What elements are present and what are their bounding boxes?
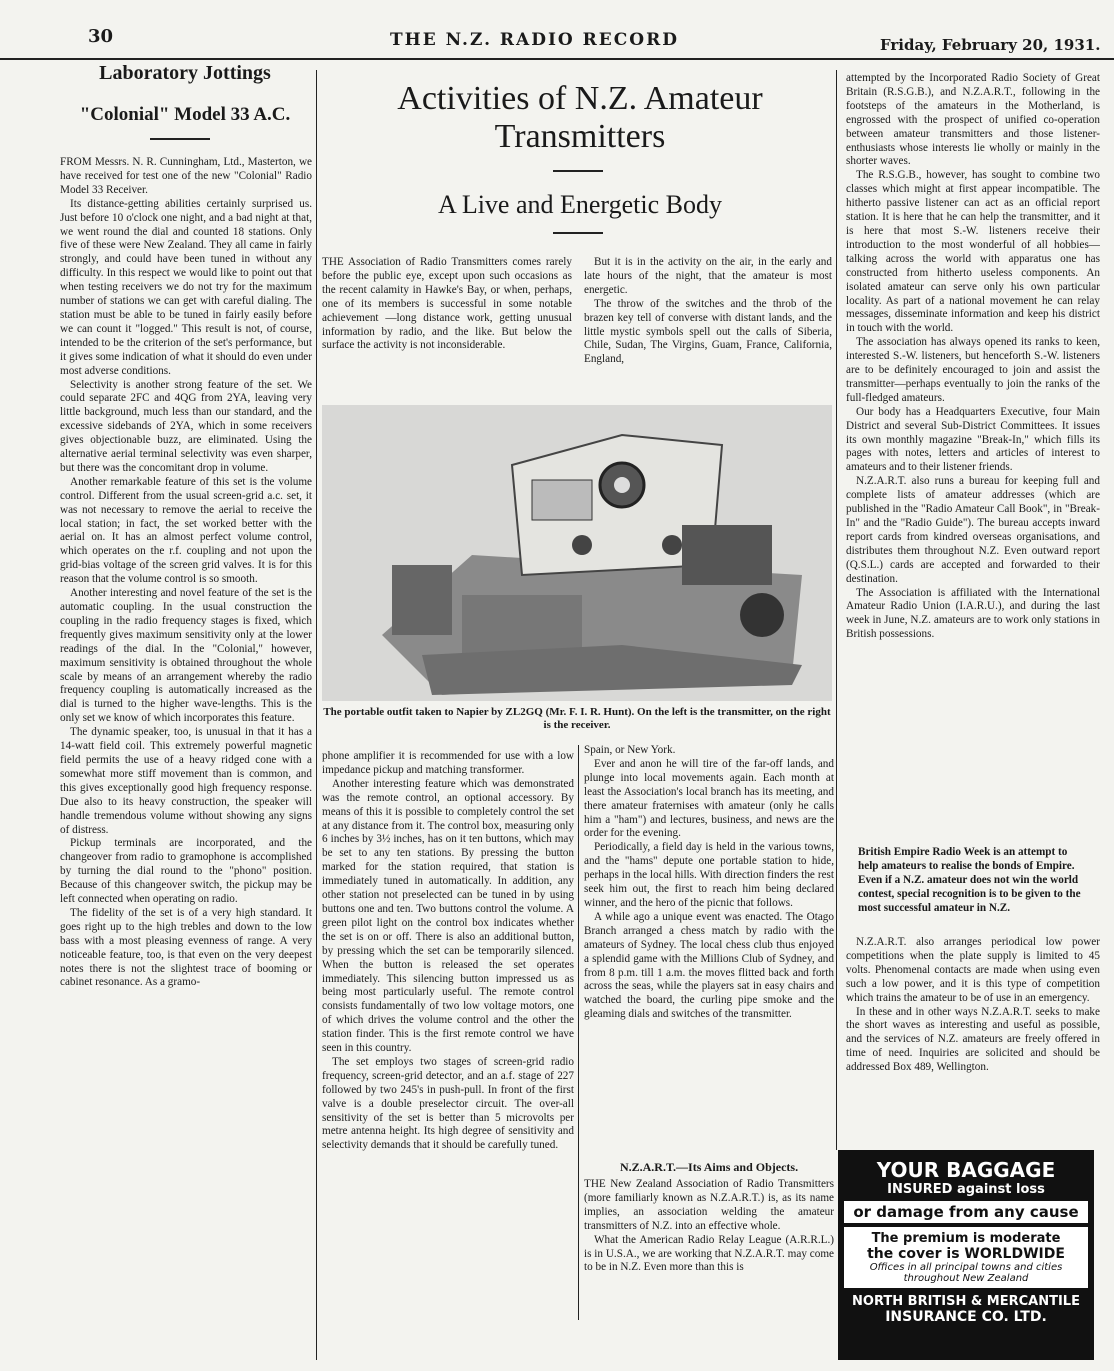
subhead: N.Z.A.R.T.—Its Aims and Objects. [619,1160,799,1174]
paragraph: The R.S.G.B., however, has sought to combine two classes which might at first appear incompatible. The hitherto passive listener can act as an official report station. It is here that he can help the transmitter, and it is here that most S.-W. listeners receive their introduction to the most wonderful of all hobbies—talking across the world with apparatus one has constructed from hitherto useless components. An isolated amateur can serve only his own particular locality. As part of a national movement he can relay messages, disseminate information and keep his district in touch with the world. [846,169,1100,335]
paragraph: Pickup terminals are incorporated, and the changeover from radio to gramophone is accomplished by turning the dial round to the "phono" position. Because of this changeover switch, the pickup may be left connected when operating on radio. [60,837,312,906]
page-number: 30 [88,26,114,47]
intro-right [584,256,832,396]
paragraph: Its distance-getting abilities certainly surprised us. Just before 10 o'clock one night, and a bad night at that, we went round the dial and counted 18 stations. Only five of these were New Zealand. They all came in fairly strongly, and could have been tuned in without any difficulty. In this respect we would like to point out that when testing receivers we do not try for the maximum number of stations we can get with careful dialing. The station must be able to be tuned in fairly easily before we can count it "logged." This result is not, of course, intended to be the criterion of the set's performance, but it gives some indication of what it should do even under most adverse conditions. [60,197,312,377]
advert-line: INSURANCE CO. LTD. [885,1309,1047,1325]
column-rule [578,745,579,1320]
subheadline: A Live and Energetic Body [437,190,722,219]
advert-line: The premium is moderate [871,1231,1061,1246]
insurance-advert [838,1150,1094,1360]
paragraph: The set employs two stages of screen-grid radio frequency, screen-grid detector, and an a.f. stage of 227 followed by two 245's in push-pull. In front of the first valve is a double preselector circuit. The over-all sensitivity of the set is better than 5 microvolts per metre antenna height. Its high degree of sensitivity and selectivity demands that it should be carefully tuned. [322,1055,574,1152]
headline: Activities of N.Z. Amateur Transmitters [397,80,763,155]
paragraph: attempted by the Incorporated Radio Society of Great Britain (R.S.G.B.), and N.Z.A.R.T., following in the footsteps of the amateurs in the Motherland, is engrossed with the prospect of unified co-operation between amateur transmitters and those listener-enthusiasts whose interests lie wholly or mainly in the shorter waves. [846,72,1100,168]
paragraph: The dynamic speaker, too, is unusual in that it has a 14-watt field coil. This extremely powerful magnetic field permits the use of a heavy ridged cone with a somewhat more stiff movement than is common, and this gives exceptionally good high frequency response. Due also to its heavy construction, the speaker will handle tremendous volume without showing any signs of distress. [60,726,312,836]
advert-line: YOUR BAGGAGE [876,1158,1056,1182]
advert-line: Offices in all principal towns and cities throughout New Zealand [869,1262,1063,1284]
paragraph: Another interesting feature which was demonstrated was the remote control, an optional accessory. By means of this it is possible to completely control the set at any distance from it. The control box, measuring only 6 inches by 3½ inches, has on it ten buttons, which may be set to any ten stations. By pressing the button marked for the station required, that station is immediately tuned in automatically. In addition, any other station not preselected can be tuned in by using buttons one and ten. Two buttons control the volume. A green pilot light on the control box indicates whether the set is on or off. There is also an additional button, by pressing which the set can be temporarily silenced. When the button is released the set operates immediately. This silencing button impressed us as being most particularly useful. The remote control consists fundamentally of two low voltage motors, one of which drives the volume control and the other the station finder. This is the first remote control we have seen in this country. [322,777,574,1055]
paragraph: What the American Radio Relay League (A.R.R.L.) is in U.S.A., we are working that N.Z.A.R.T. may come to be in N.Z. Even more than this is [584,1233,834,1274]
paragraph: Ever and anon he will tire of the far-off lands, and plunge into local movements again. Each month at least the Association's local branch has its meeting, and there amateur fraternises with amateur (only he calls him a "ham") and lectures, business, and news are the order for the evening. [584,757,834,840]
divider [553,232,603,234]
masthead: THE N.Z. RADIO RECORD [390,30,679,50]
advert-line: the cover is WORLDWIDE [867,1246,1065,1262]
column-rule [836,70,837,1150]
paragraph: Spain, or New York. [584,744,676,756]
advert-box [844,1227,1088,1288]
left-column-text [60,156,312,1316]
paragraph: Another remarkable feature of this set is the volume control. Different from the usual screen-grid a.c. set, it was not necessary to remove the aerial to receive the local station; in fact, the set worked better with the aerial on. It has an almost perfect volume control, which operates on the r.f. coupling and not upon the grid-bias voltage of the screen grid valves. It is for this reason that the volume control is so smooth. [60,475,312,586]
paragraph: THE Association of Radio Transmitters comes rarely before the public eye, except upon such occasions as the recent calamity in Hawke's Bay, or when, perhaps, one of its members is successful in some notable achievement —long distance work, getting unusual information by radio, and the like. But below the surface the activity is not inconsiderable. [322,256,572,352]
paragraph: The fidelity of the set is of a very high standard. It goes right up to the high trebles and down to the low bass with a most pleasing evenness of range. A very noticeable feature, too, is that even on the very deepest notes there is not the slightest trace of booming or cabinet resonance. As a gramo- [60,906,312,989]
paragraph: The association has always opened its ranks to keen, interested S.-W. listeners, but henceforth S.-W. listeners are to be definitely encouraged to join and assist the transmitter—perhaps eventually to join the ranks of the full-fledged amateurs. [846,336,1100,404]
paragraph: N.Z.A.R.T. also runs a bureau for keeping full and complete lists of amateur addresses (which are published in the "Radio Amateur Call Book", in "Break-In" and the "Radio Guide"). The bureau accepts inward report cards from kindred overseas organisations, and distributes them throughout N.Z. Even outward report (Q.S.L.) cards are accepted and forwarded to their destination. [846,475,1100,585]
middle-column-text [322,750,574,1320]
section-title: Laboratory Jottings [99,62,271,84]
divider [150,138,210,140]
third-column-text-2 [584,1178,834,1320]
paragraph: phone amplifier it is recommended for use with a low impedance pickup and matching transformer. [322,750,574,776]
advert-line: or damage from any cause [844,1201,1088,1223]
photo-caption: The portable outfit taken to Napier by ZL2GQ (Mr. F. I. R. Hunt). On the left is the transmitter, on the right is the receiver. [323,706,831,731]
advert-line: NORTH BRITISH & MERCANTILE [852,1294,1080,1309]
column-rule [316,70,317,1360]
radio-photo-illustration [322,405,832,701]
paragraph: Another interesting and novel feature of the set is the automatic coupling. In the usual construction the coupling in the radio frequency stages is fixed, which frequently gives maximum sensitivity only at the lower readings of the dial. In the "Colonial," however, maximum sensitivity is obtained throughout the whole scale by means of an arrangement whereby the radio frequency coupling is automatically increased as the dial is turned to the higher wave-lengths. This is the only set we know of which incorporates this feature. [60,587,312,725]
intro-left [322,256,572,396]
paragraph: Periodically, a field day is held in the various towns, and the "hams" depute one portable station to hide, perhaps in the local hills. With direction finders the rest seek him out, the first to reach him being declared winner, and the hero of the picnic that follows. [584,841,834,909]
right-column-text [846,72,1100,842]
paragraph: N.Z.A.R.T. also arranges periodical low power competitions when the plate supply is limited to 45 volts. Phenomenal contacts are made when using even such a low power, and it is this type of competition which trains the amateur to be of use in an emergency. [846,936,1100,1004]
paragraph: Selectivity is another strong feature of the set. We could separate 2FC and 4QG from 2YA, leaving very little background, much less than our standard, and the excessive sidebands of 2YA, which in some receivers gives objectionable buzz, are eliminated. Using the alternative aerial terminal selectivity was even sharper, but there was the concomitant drop in volume. [60,378,312,474]
third-column-text [584,744,834,1152]
paragraph: But it is in the activity on the air, in the early and late hours of the night, that the amateur is most energetic. [584,256,832,296]
paragraph: FROM Messrs. N. R. Cunningham, Ltd., Masterton, we have received for test one of the new "Colonial" Radio Model 33 Receiver. [60,156,312,196]
paragraph: THE New Zealand Association of Radio Transmitters (more familiarly known as N.Z.A.R.T.) is, as its name implies, an association welding the amateur transmitters of N.Z. into an effective whole. [584,1178,834,1232]
issue-date: Friday, February 20, 1931. [880,36,1101,54]
right-column-text-2 [846,936,1100,1144]
divider [553,170,603,172]
paragraph: A while ago a unique event was enacted. The Otago Branch arranged a chess match by radio with the amateurs of Sydney. The local chess club thus enjoyed a splendid game with the Millions Club of Sydney, and from 8 p.m. till 1 a.m. the moves flitted back and forth across the seas, while the players sat in easy chairs and watched the board, the curling pipe smoke and the gleaming dials and switches of the transmitter. [584,910,834,1021]
paragraph: In these and in other ways N.Z.A.R.T. seeks to make the short waves as interesting and useful as possible, and the services of N.Z. amateurs are freely offered in time of need. Inquiries are solicited and should be addressed Box 489, Wellington. [846,1005,1100,1074]
paragraph: The Association is affiliated with the International Amateur Radio Union (I.A.R.U.), and during the last week in June, N.Z. amateurs are to work only stations in British possessions. [846,586,1100,641]
article-subtitle: "Colonial" Model 33 A.C. [79,104,291,125]
boxed-note: British Empire Radio Week is an attempt to help amateurs to realise the bonds of Empire. Even if a N.Z. amateur does not win the world contest, special recognition is to be given to the most successful amateur in N.Z. [858,846,1081,914]
advert-line: INSURED against loss [887,1182,1045,1197]
paragraph: Our body has a Headquarters Executive, four Main District and several Sub-District Committees. It issues its own monthly magazine "Break-In," which fills its pages with notes, letters and articles of interest to amateurs and to their listener friends. [846,405,1100,474]
radio-equipment-photo [322,405,832,701]
paragraph: The throw of the switches and the throb of the brazen key tell of converse with distant lands, and the little mystic symbols spell out the calls of Siberia, Chile, Sudan, The Virgins, Guam, France, California, England, [584,297,832,366]
